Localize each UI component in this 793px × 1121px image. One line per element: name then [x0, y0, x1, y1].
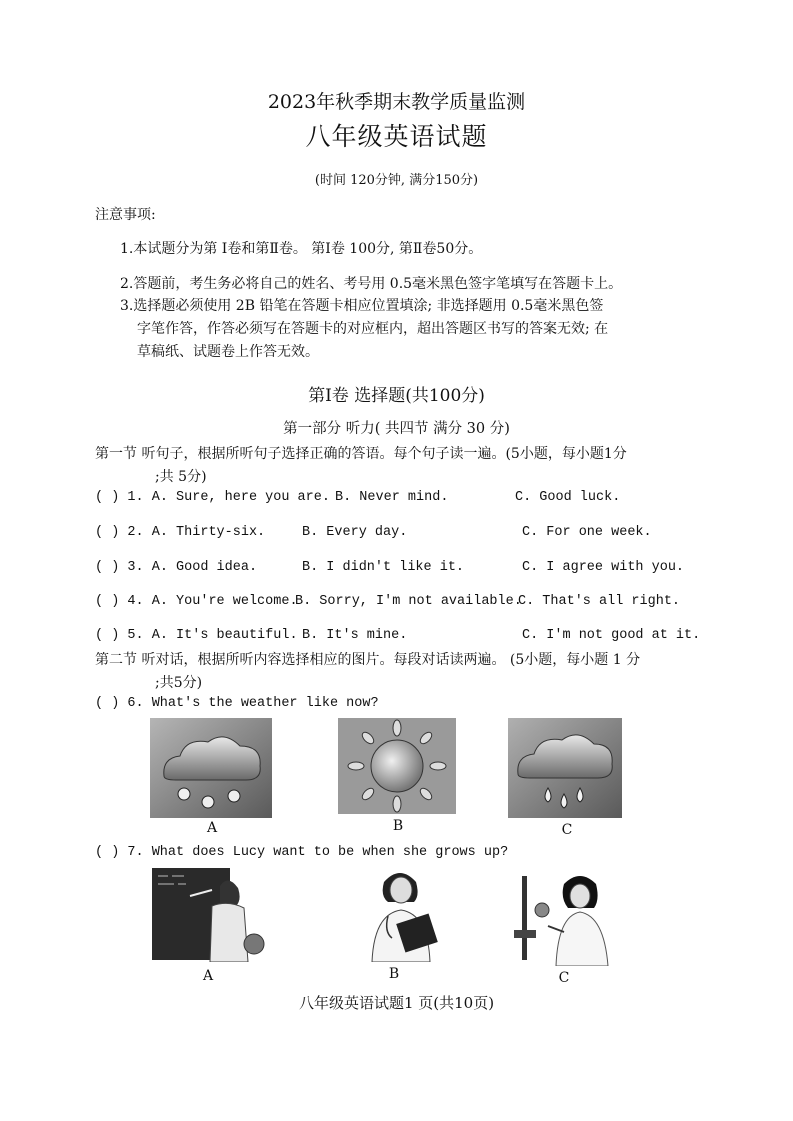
q5-option-b: B. It's mine. [302, 628, 408, 643]
exam-title-line2: 八年级英语试题 [305, 122, 488, 151]
notice-heading: 注意事项: [95, 207, 156, 223]
option-a: A. Sure, here you are. [151, 490, 330, 505]
scientist-image [508, 870, 620, 966]
q7-label-c: C [558, 970, 570, 986]
q7-label-b: B [388, 966, 400, 982]
answer-bracket[interactable]: ( ) [95, 594, 120, 609]
notice-item-2: 2.答题前，考生务必将自己的姓名、考号用 0.5毫米黑色签字笔填写在答题卡上。 [120, 276, 623, 292]
section1-instruction-line2: ;共 5分) [155, 469, 207, 485]
option-a: A. It's beautiful. [151, 628, 298, 643]
exam-title-line1: 2023年秋季期末教学质量监测 [267, 91, 526, 113]
notice-item-3-line1: 3.选择题必须使用 2B 铅笔在答题卡相应位置填涂; 非选择题用 0.5毫米黑色签 [120, 298, 604, 314]
question-6-text: ( ) 6. What's the weather like now? [95, 696, 379, 711]
notice-item-3-line3: 草稿纸、试题卷上作答无效。 [137, 344, 319, 360]
option-a: A. You're welcome. [151, 594, 298, 609]
q6-label-c: C [561, 822, 573, 838]
notice-item-1: 1.本试题分为第 Ⅰ卷和第Ⅱ卷。 第Ⅰ卷 100分, 第Ⅱ卷50分。 [120, 241, 483, 257]
section2-instruction-line2: ;共5分) [155, 675, 203, 691]
question-1: ( ) 1. A. Sure, here you are. [95, 490, 330, 505]
part1-title: 第一部分 听力( 共四节 满分 30 分) [283, 421, 510, 437]
q2-option-c: C. For one week. [522, 525, 652, 540]
q7-option-c-image[interactable] [508, 870, 620, 966]
q7-option-b-image[interactable] [362, 866, 440, 962]
q5-option-c: C. I'm not good at it. [522, 628, 701, 643]
q4-option-c: C. That's all right. [518, 594, 681, 609]
doctor-image [362, 866, 440, 962]
q7-option-a-image[interactable] [150, 866, 270, 962]
q3-option-b: B. I didn't like it. [302, 560, 465, 575]
q6-option-a-image[interactable] [150, 718, 272, 818]
notice-item-3-line2: 字笔作答，作答必须写在答题卡的对应框内，超出答题区书写的答案无效; 在 [137, 321, 609, 337]
answer-bracket[interactable]: ( ) [95, 490, 120, 505]
snow-cloud-icon [150, 718, 272, 818]
q4-option-b: B. Sorry, I'm not available. [295, 594, 522, 609]
answer-bracket[interactable]: ( ) [95, 628, 120, 643]
question-7-text: ( ) 7. What does Lucy want to be when she grows up? [95, 845, 509, 860]
q6-label-a: A [206, 820, 218, 836]
q7-label-a: A [202, 968, 214, 984]
option-a: A. Good idea. [151, 560, 258, 575]
question-3: ( ) 3. A. Good idea. [95, 560, 258, 575]
q1-option-c: C. Good luck. [515, 490, 621, 505]
page-footer: 八年级英语试题1 页(共10页) [298, 994, 495, 1012]
q1-option-b: B. Never mind. [335, 490, 449, 505]
section1-instruction-line1: 第一节 听句子，根据所听句子选择正确的答语。每个句子读一遍。(5小题，每小题1分 [95, 446, 627, 462]
option-a: A. Thirty-six. [151, 525, 266, 540]
question-4: ( ) 4. A. You're welcome. [95, 594, 298, 609]
q6-label-b: B [392, 818, 404, 834]
q6-option-b-image[interactable] [338, 718, 456, 814]
section2-instruction-line1: 第二节 听对话，根据所听内容选择相应的图片。每段对话读两遍。 (5小题，每小题 1 分 [95, 652, 641, 668]
question-2: ( ) 2. A. Thirty-six. [95, 525, 266, 540]
q6-option-c-image[interactable] [508, 718, 622, 818]
q3-option-c: C. I agree with you. [522, 560, 685, 575]
sun-icon [338, 718, 456, 814]
rain-cloud-icon [508, 718, 622, 818]
q2-option-b: B. Every day. [302, 525, 408, 540]
teacher-image [150, 866, 270, 962]
exam-subtitle: (时间 120分钟, 满分150分) [314, 173, 479, 188]
answer-bracket[interactable]: ( ) [95, 525, 120, 540]
question-5: ( ) 5. A. It's beautiful. [95, 628, 298, 643]
answer-bracket[interactable]: ( ) [95, 560, 120, 575]
volume1-title: 第Ⅰ卷 选择题(共100分) [308, 386, 485, 406]
